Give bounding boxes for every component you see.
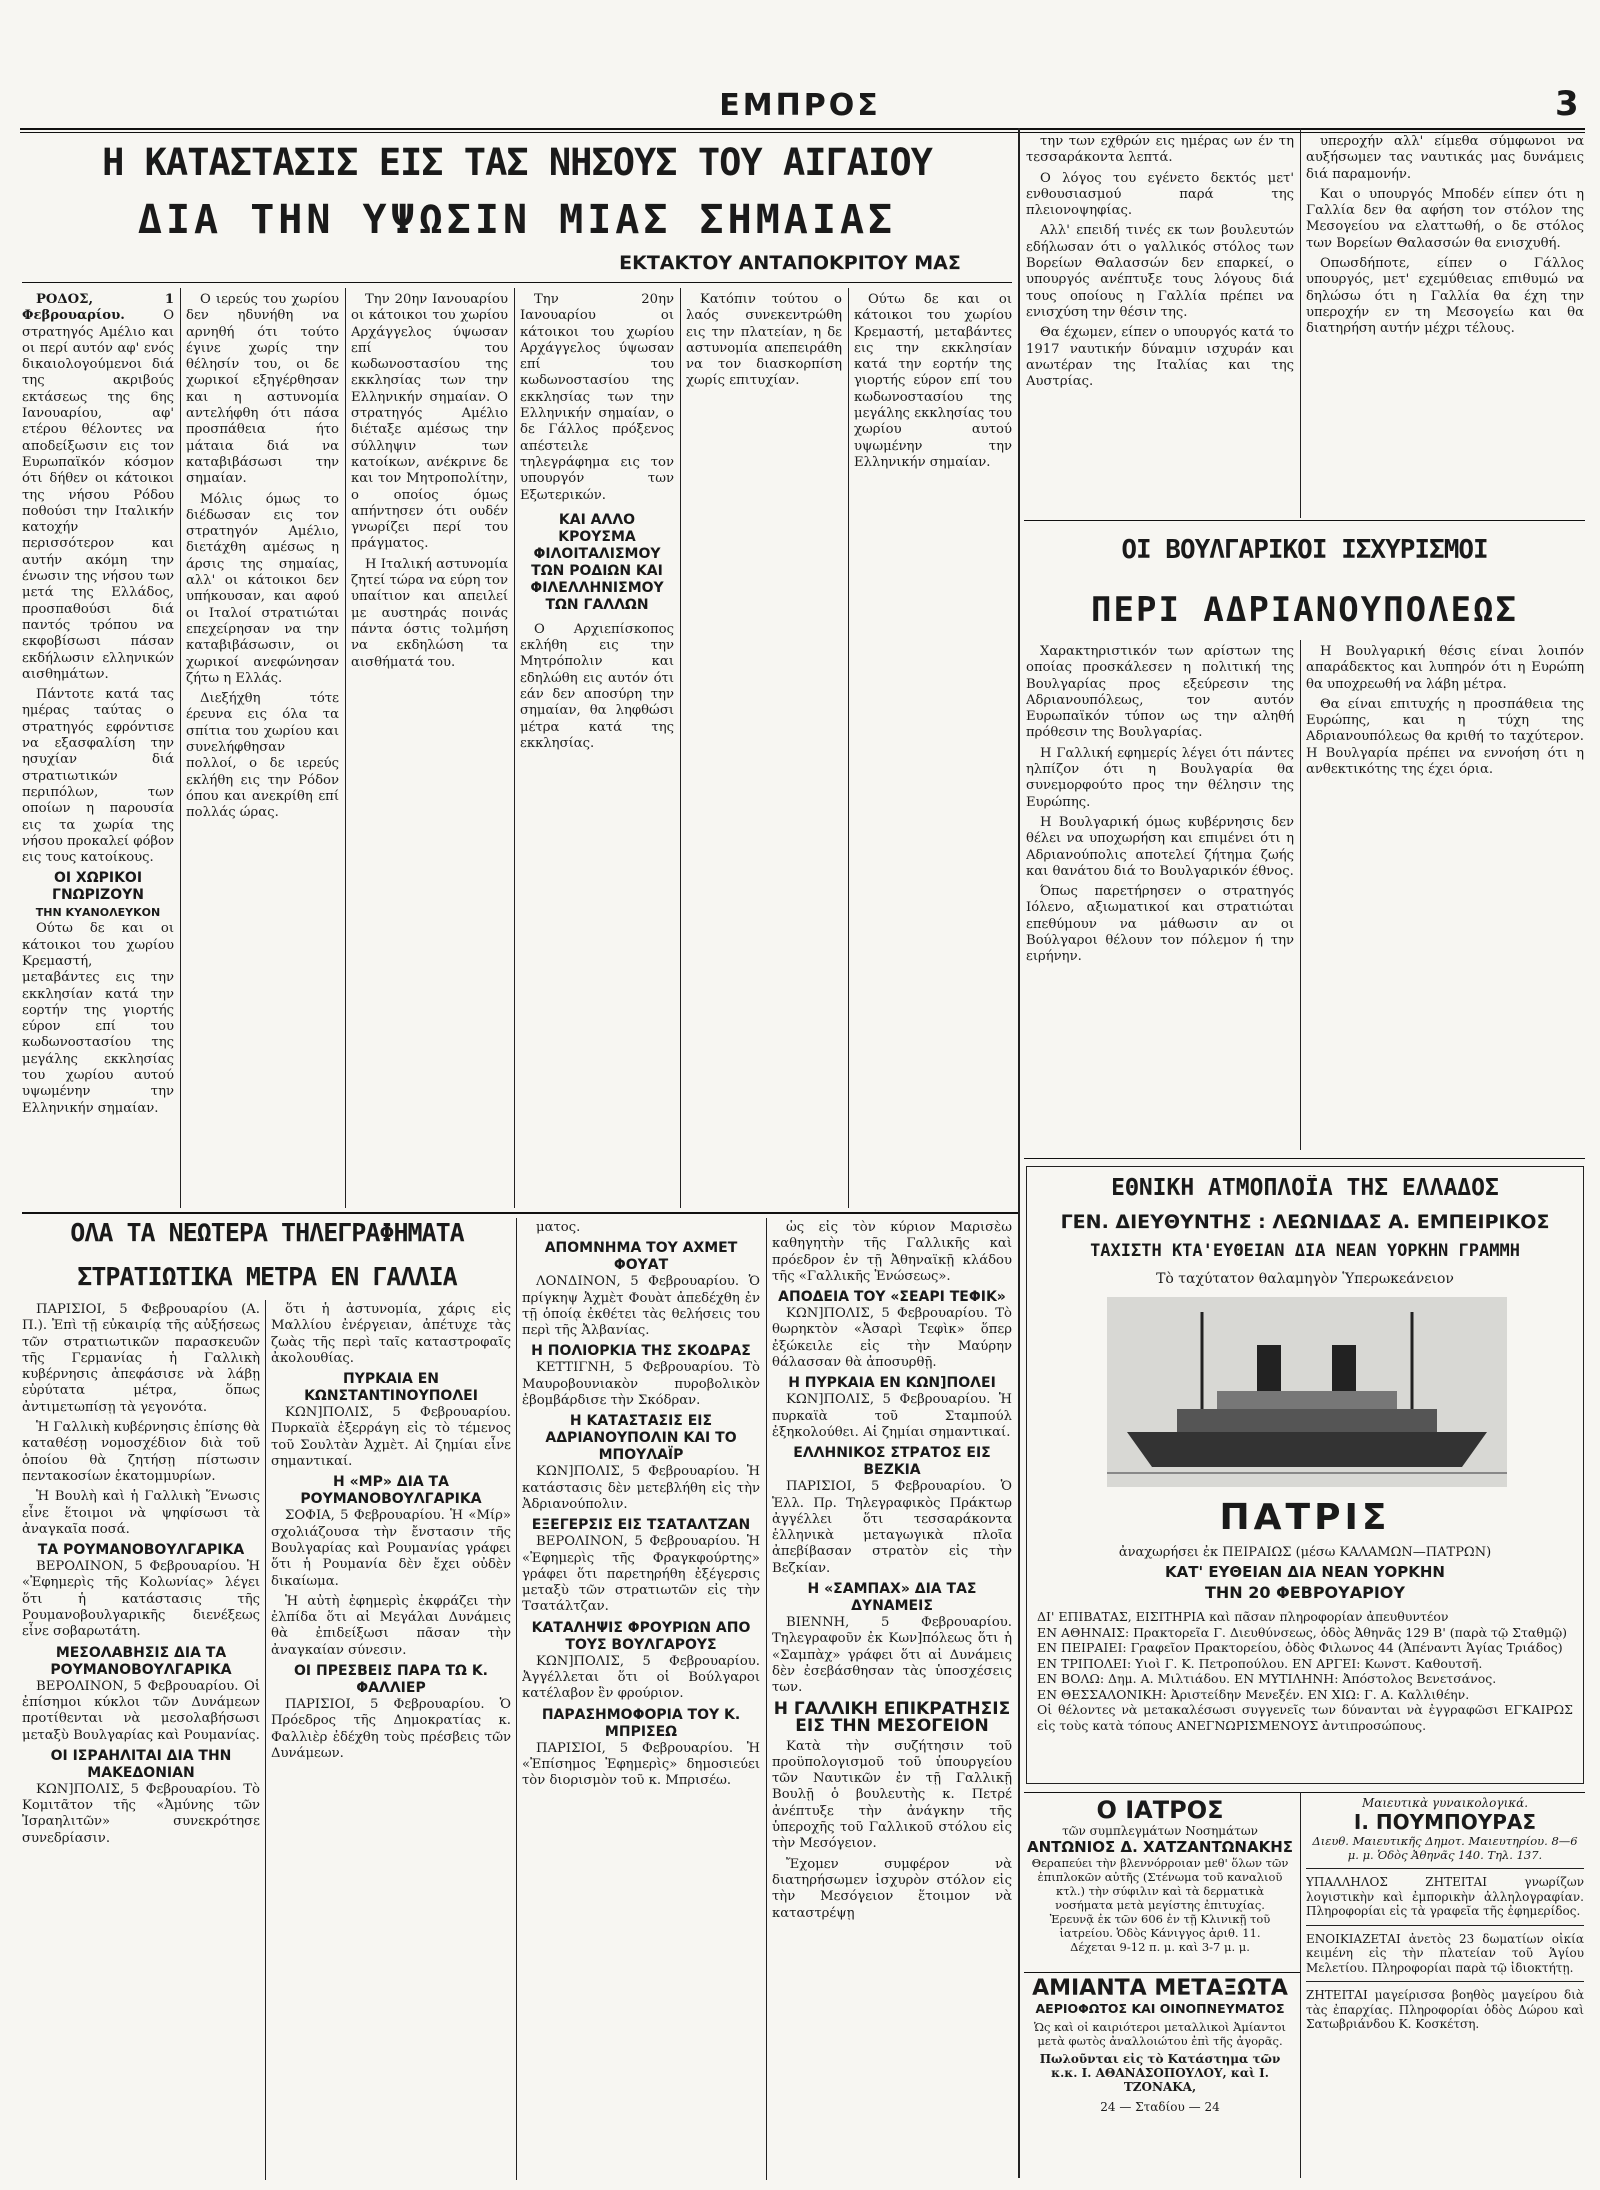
steamship-ad-director: ΓΕΝ. ΔΙΕΥΘΥΝΤΗΣ : ΛΕΩΝΙΔΑΣ Α. ΕΜΠΕΙΡΙΚΟΣ [1060, 1211, 1550, 1233]
aegean-subhead-1: ΟΙ ΧΩΡΙΚΟΙ ΓΝΩΡΙΖΟΥΝ [52, 870, 144, 904]
midwife-ad: Μαιευτικὰ γυναικολογικά. Ι. ΠΟΥΜΠΟΥΡΑΣ Διευθ. Μαιευτικῆς Δημοτ. Μαιευτηρίου. 8—6 μ. μ. Ὁδὸς Ἀθηνᾶς 140. Τηλ. 137. ΥΠΑΛΛΗΛΟΣ ΖΗΤΕΙΤΑΙ γνωρίζων λογιστικὴν καὶ ἐμπορικὴν ἀλληλογραφίαν. Πληροφορίαι εἰς τὰ γραφεῖα τῆς ἐφημερίδος. ΕΝΟΙΚΙΑΖΕΤΑΙ ἀνετὸς 23 δωματίων οἰκία κειμένη εἰς τὴν πλατείαν τοῦ Ἁγίου Μελετίου. Πληροφορίαι παρὰ τῷ ἰδιοκτήτῃ. ΖΗΤΕΙΤΑΙ μαγείρισσα βοηθὸς μαγείρου διὰ τὰς ἐπαρχίας. Πληροφορίαι ὁδὸς Δώρου καὶ Σατωβριάνδου Κ. Κοσκέτση. [1306, 1796, 1584, 2031]
telegrams-column-4: ὡς εἰς τὸν κύριον Μαρισὲω καθηγητὴν τῆς Γαλλικῆς καὶ πρόεδρον ἐν τῇ Ἀθηναϊκῇ κλάδου τῆς «Γαλλικῆς Ἑνώσεως». ΑΠΟΔΕΙΑ ΤΟΥ «ΣΕΑΡΙ ΤΕΦΙΚ» ΚΩΝ]ΠΟΛΙΣ, 5 Φεβρουαρίου. Τὸ θωρηκτὸν «Ἀσαρὶ Τεφὶκ» ὅπερ ἐξώκειλε εἰς τὴν Μαύρην θάλασσαν θὰ ἀποσυρθῇ. Η ΠΥΡΚΑΙΑ ΕΝ ΚΩΝ]ΠΟΛΕΙ ΚΩΝ]ΠΟΛΙΣ, 5 Φεβρουαρίου. Ἡ πυρκαϊὰ τοῦ Σταμπούλ ἐξηκολούθει. Αἱ ζημίαι σημαντικαί. ΕΛΛΗΝΙΚΟΣ ΣΤΡΑΤΟΣ ΕΙΣ ΒΕΖΚΙΑ ΠΑΡΙΣΙΟΙ, 5 Φεβρουαρίου. Ὁ Ἑλλ. Πρ. Τηλεγραφικὸς Πράκτωρ ἀγγέλλει ὅτι τεσσαράκοντα ἑλληνικὰ μεταγωγικὰ πλοῖα ἀπεβίβασαν στρατὸν εἰς τὴν Βεζκίαν. Η «ΣΑΜΠΑΧ» ΔΙΑ ΤΑΣ ΔΥΝΑΜΕΙΣ ΒΙΕΝΝΗ, 5 Φεβρουαρίου. Τηλεγραφοῦν ἐκ Κων]πόλεως ὅτι ἡ «Σαμπὰχ» γράφει ὅτι αἱ Δυνάμεις δὲν ἐσεβάσθησαν τὰς ὑποσχέσεις των. Η ΓΑΛΛΙΚΗ ΕΠΙΚΡΑΤΗΣΙΣ ΕΙΣ ΤΗΝ ΜΕΣΟΓΕΙΟΝ Κατὰ τὴν συζήτησιν τοῦ προϋπολογισμοῦ τοῦ ὑπουργείου τῶν Ναυτικῶν ἐν τῇ Γαλλικῇ Βουλῇ ὁ βουλευτὴς κ. Πετρέ ἀνέπτυξε τὴν ἀνάγκην τῆς ὑπεροχῆς τοῦ Γαλλικοῦ στόλου εἰς τὴν Μεσόγειον. Ἔχομεν συμφέρον νὰ διατηρήσωμεν ἰσχυρὸν στόλον εἰς τὴν Μεσόγειον ἕτοιμον νὰ καταστρέψῃ [772, 1220, 1012, 1921]
aegean-subheadline: ΔΙΑ ΤΗΝ ΥΨΩΣΙΝ ΜΙΑΣ ΣΗΜΑΙΑΣ [137, 197, 897, 243]
aegean-column-6: Ούτω δε και οι κάτοικοι του χωρίου Κρεμαστή, μεταβάντες εις την εκκλησίαν κατά την εορτήν της γιορτής εύρον επί του κωδωνοστασίου της μεγάλης εκκλησίας του χωρίου αυτού υψωμένην την Ελληνικήν σημαίαν. [854, 292, 1012, 470]
telegrams-banner: ΟΛΑ ΤΑ ΝΕΩΤΕΡΑ ΤΗΛΕΓΡΑΦΗΜΑΤΑ [70, 1218, 464, 1247]
right-top-column-1: την των εχθρών εις ημέρας ων έν τη τεσσαράκοντα λεπτά. Ο λόγος του εγένετο δεκτός μετ' ενθουσιασμού παρά της πλειονοψηφίας. Αλλ' επειδή τινές εκ των βουλευτών εδήλωσαν ότι ο γαλλικός στόλος των Βορείων Θαλασσών δεν επαρκεί, ο υπουργός ανέπτυξε τους λόγους διά τους οποίους η Γαλλία πρέπει να ενισχύση την θέσιν της. Θα έχωμεν, είπεν ο υπουργός κατά το 1917 ναυτικήν δύναμιν ισχυράν και ανωτέραν της Ιταλίας και της Αυστρίας. [1026, 134, 1294, 390]
steamship-departure: ἀναχωρήσει ἐκ ΠΕΙΡΑΙΩΣ (μέσω ΚΑΛΑΜΩΝ—ΠΑΤΡΩΝ) [1118, 1545, 1492, 1560]
bulgarian-headline-1: ΟΙ ΒΟΥΛΓΑΡΙΚΟΙ ΙΣΧΥΡΙΣΜΟΙ [1121, 535, 1488, 565]
aegean-subhead-2: ΚΑΙ ΑΛΛΟ ΚΡΟΥΣΜΑ ΦΙΛΟΙΤΑΛΙΣΜΟΥ ΤΩΝ ΡΟΔΙΩΝ ΚΑΙ ΦΙΛΕΛΛΗΝΙΣΜΟΥ ΤΩΝ ΓΑΛΛΩΝ [530, 511, 664, 613]
aegean-column-4: Την 20ην Ιανουαρίου οι κάτοικοι του χωρίου Αρχάγγελος ύψωσαν επί του κωδωνοστασίου της εκκλησίας των την Ελληνικήν σημαίαν, ο δε Γάλλος πρόξενος απέστειλε τηλεγράφημα εις τον υπουργόν των Εξωτερικών. ΚΑΙ ΑΛΛΟ ΚΡΟΥΣΜΑ ΦΙΛΟΙΤΑΛΙΣΜΟΥ ΤΩΝ ΡΟΔΙΩΝ ΚΑΙ ΦΙΛΕΛΛΗΝΙΣΜΟΥ ΤΩΝ ΓΑΛΛΩΝ Ο Αρχιεπίσκοπος εκλήθη εις την Μητρόπολιν και εδηλώθη εις αυτόν ότι εάν δεν αποσύρη την σημαίαν, θα ληφθώσι μέτρα κατά της εκκλησίας. [520, 292, 674, 751]
masthead-rule [20, 128, 1585, 130]
bulgarian-column-2: Η Βουλγαρική θέσις είναι λοιπόν απαράδεκτος και λυπηρόν ότι η Ευρώπη θα υποχρεωθή να λάβη μέτρα. Θα είναι επιτυχής η προσπάθεια της Ευρώπης, και η τύχη της Αδριανουπόλεως θα κριθή το ταχύτερον. Η Βουλγαρία πρέπει να εννοήση ότι η ανθεκτικότης της έχει όρια. [1306, 644, 1584, 778]
bulgarian-headline-2: ΠΕΡΙ ΑΔΡΙΑΝΟΥΠΟΛΕΩΣ [1091, 590, 1518, 630]
telegrams-column-2: ὅτι ἡ ἀστυνομία, χάρις εἰς Μαλλίου ἐνέργειαν, ἀπέτυχε τὰς ζωὰς τῆς περὶ ταῖς καταστροφαῖς ἀκολουθίας. ΠΥΡΚΑΙΑ ΕΝ ΚΩΝΣΤΑΝΤΙΝΟΥΠΟΛΕΙ ΚΩΝ]ΠΟΛΙΣ, 5 Φεβρουαρίου. Πυρκαϊὰ ἐξερράγη εἰς τὸ τέμενος τοῦ Σουλτὰν Ἀχμὲτ. Αἱ ζημίαι εἶνε σημαντικαί. Η «ΜΡ» ΔΙΑ ΤΑ ΡΟΥΜΑΝΟΒΟΥΛΓΑΡΙΚΑ ΣΟΦΙΑ, 5 Φεβρουαρίου. Ἡ «Μίρ» σχολιάζουσα τὴν ἔνστασιν τῆς Βουλγαρίας καὶ Ρουμανίας γράφει ὅτι ἡ Ρουμανία δὲν ἔχει οὐδὲν δικαίωμα. Ἡ αὐτὴ ἐφημερὶς ἐκφράζει τὴν ἐλπίδα ὅτι αἱ Μεγάλαι Δυνάμεις θὰ ἐπιδείξωσι πᾶσαν τὴν ἀναγκαίαν σύνεσιν. ΟΙ ΠΡΕΣΒΕΙΣ ΠΑΡΑ ΤΩ Κ. ΦΑΛΛΙΕΡ ΠΑΡΙΣΙΟΙ, 5 Φεβρουαρίου. Ὁ Πρόεδρος τῆς Δημοκρατίας κ. Φαλλιὲρ ἐδέχθη τοὺς πρέσβεις τῶν Δυνάμεων. [271, 1302, 511, 1761]
main-column-divider [1018, 128, 1020, 2178]
right-top-column-2: υπεροχήν αλλ' είμεθα σύμφωνοι να αυξήσωμεν τας ναυτικάς μας δυνάμεις διά παραμονήν. Και ο υπουργός Μποδέν είπεν ότι η Γαλλία δεν θα αφήση τον στόλον της Μεσογείου να ελαττωθή, ο δε στόλος των Βορείων Θαλασσών θα ενισχυθή. Οπωσδήποτε, είπεν ο Γάλλος υπουργός, μετ' εχεμύθειας επιθυμώ να δηλώσω ότι η Γαλλία θα έχη την υπεροχήν εν τη Μεσογείω και θα διατηρήση αυτήν μέχρι τέλους. [1306, 134, 1584, 337]
steamship-ship-name: ΠΑΤΡΙΣ [1219, 1497, 1391, 1538]
aegean-column-3: Την 20ην Ιανουαρίου οι κάτοικοι του χωρίου Αρχάγγελος ύψωσαν επί του κωδωνοστασίου της εκκλησίας των την Ελληνικήν σημαίαν. Ο στρατηγός Αμέλιο διέταξε αμέσως την σύλληψιν των κατοίκων, ανέκρινε δε και τον Μητροπολίτην, ο οποίος όμως απήντησεν ότι ουδέν γνωρίζει περί του πράγματος. Η Ιταλική αστυνομία ζητεί τώρα να εύρη τον υπαίτιον και απειλεί με αυστηράς ποινάς πάντα όστις τολμήση να εκδηλώση τα αισθήματά του. [351, 292, 508, 670]
aegean-column-5: Κατόπιν τούτου ο λαός συνεκεντρώθη εις την πλατείαν, η δε αστυνομία απεπειράθη να τον διασκορπίση χωρίς επιτυχίαν. [686, 292, 842, 389]
steamship-illustration [1107, 1297, 1507, 1487]
aegean-headline: Η ΚΑΤΑΣΤΑΣΙΣ ΕΙΣ ΤΑΣ ΝΗΣΟΥΣ ΤΟΥ ΑΙΓΑΙΟΥ [102, 141, 932, 184]
page-number: 3 [1555, 84, 1579, 124]
aegean-column-1: ΡΟΔΟΣ, 1 Φεβρουαρίου. Ο στρατηγός Αμέλιο και οι περί αυτόν αφ' ενός δικαιολογούμενοι διά της ακριβούς εκτάσεως της 6ης Ιανουαρίου, αφ' ετέρου θέλοντες να αποδείξωσιν εις τον Ευρωπαϊκόν κόσμον ότι δήθεν οι κάτοικοι της νήσου Ρόδου ποθούσι την Ιταλικήν κατοχήν περισσότερον και αυτήν ακόμη την ένωσιν της νήσου των μετά της Ελλάδος, προσπαθούσι διά παντός τρόπου να εκφοβίσωσι πάσαν εκδήλωσιν ελληνικών αισθημάτων. Πάντοτε κατά τας ημέρας ταύτας ο στρατηγός εφρόντισε να εξασφαλίση την ησυχίαν διά στρατιωτικών περιπόλων, των οποίων η παρουσία εις τα χωρία της νήσου προκαλεί φόβον εις τους κατοίκους. ΟΙ ΧΩΡΙΚΟΙ ΓΝΩΡΙΖΟΥΝ ΤΗΝ ΚΥΑΝΟΛΕΥΚΟΝ Ούτω δε και οι κάτοικοι του χωρίου Κρεμαστή, μεταβάντες εις την εκκλησίαν κατά την εορτήν της γιορτής εύρον επί του κωδωνοστασίου της μεγάλης εκκλησίας του χωρίου αυτού υψωμένην την Ελληνικήν σημαίαν. [22, 292, 174, 1116]
aegean-column-2: Ο ιερεύς του χωρίου δεν ηδυνήθη να αρνηθή ότι τούτο έγινε χωρίς την θέλησίν του, οι δε χωρικοί εξηγέρθησαν και η αστυνομία αντελήφθη ότι πάσα προσπάθεια ήτο μάταια διά να καταβιβάσωσι την σημαίαν. Μόλις όμως το διέδωσαν εις τον στρατηγόν Αμέλιο, διετάχθη αμέσως η άρσις της σημαίας, αλλ' οι κάτοικοι δεν υπήκουσαν, και αφού οι Ιταλοί στρατιώται επεχείρησαν να την καταβιβάσωσιν, οι χωρικοί ανεφώνησαν ζήτω η Ελλάς. Διεξήχθη τότε έρευνα εις όλα τα σπίτια του χωρίου και συνελήφθησαν πολλοί, ο δε ιερεύς εκλήθη εις την Ρόδον όπου και ανεκρίθη επί πολλάς ώρας. [186, 292, 339, 821]
steamship-ad-title: ΕΘΝΙΚΗ ΑΤΜΟΠΛΟΪΑ ΤΗΣ ΕΛΛΑΔΟΣ [1111, 1175, 1499, 1201]
telegrams-column-1: ΠΑΡΙΣΙΟΙ, 5 Φεβρουαρίου (Α. Π.). Ἐπὶ τῇ εὐκαιρίᾳ τῆς αὐξήσεως τῶν στρατιωτικῶν παρασκευῶν τῆς Γερμανίας ἡ Γαλλικὴ κυβέρνησις ἀπεφάσισε νὰ λάβῃ εὐρύτατα μέτρα, ὅπως ἀντιμετωπίσῃ τὰ γεγονότα. Ἡ Γαλλικὴ κυβέρνησις ἐπίσης θὰ καταθέσῃ νομοσχέδιον διὰ τοῦ ὁποίου θὰ ζητήσῃ πίστωσιν πεντακοσίων ἑκατομμυρίων. Ἡ Βουλὴ καὶ ἡ Γαλλικὴ Ἕνωσις εἶνε ἕτοιμοι νὰ ψηφίσωσι τὰ ἀναγκαῖα ποσά. ΤΑ ΡΟΥΜΑΝΟΒΟΥΛΓΑΡΙΚΑ ΒΕΡΟΛΙΝΟΝ, 5 Φεβρουαρίου. Ἡ «Ἐφημερὶς τῆς Κολωνίας» λέγει ὅτι ἡ κατάστασις τῆς Ρουμανοβουλγαρικῆς διενέξεως εἶνε σοβαρωτάτη. ΜΕΣΟΛΑΒΗΣΙΣ ΔΙΑ ΤΑ ΡΟΥΜΑΝΟΒΟΥΛΓΑΡΙΚΑ ΒΕΡΟΛΙΝΟΝ, 5 Φεβρουαρίου. Οἱ ἐπίσημοι κύκλοι τῶν Δυνάμεων προτίθενται νὰ μεσολαβήσωσι μεταξὺ Βουλγαρίας καὶ Ρουμανίας. ΟΙ ΙΣΡΑΗΛΙΤΑΙ ΔΙΑ ΤΗΝ ΜΑΚΕΔΟΝΙΑΝ ΚΩΝ]ΠΟΛΙΣ, 5 Φεβρουαρίου. Τὸ Κομιτᾶτον τῆς «Ἀμύνης τῶν Ἰσραηλιτῶν» συνεκρότησε συνεδρίασιν. [22, 1302, 260, 1846]
military-headline: ΣΤΡΑΤΙΩΤΙΚΑ ΜΕΤΡΑ ΕΝ ΓΑΛΛΙΑ [77, 1262, 457, 1291]
steamship-direct: ΚΑΤ' ΕΥΘΕΙΑΝ ΔΙΑ ΝΕΑΝ ΥΟΡΚΗΝ [1165, 1563, 1445, 1581]
masthead-title: ΕΜΠΡΟΣ [719, 88, 881, 123]
doctor-ad: Ο ΙΑΤΡΟΣ τῶν συμπλεγμάτων Νοσημάτων ΑΝΤΩΝΙΟΣ Δ. ΧΑΤΖΑΝΤΩΝΑΚΗΣ Θεραπεύει τὴν βλεννόρροιαν μεθ' ὅλων τῶν ἐπιπλοκῶν αὐτῆς (Στένωμα τοῦ καναλιοῦ κτλ.) τὴν σύφιλιν καὶ τὰ δερματικὰ νοσήματα μετὰ μεγίστης ἐπιτυχίας. Ἐρευνᾷ ἐκ τῶν 606 ἐν τῇ Κλινικῇ τοῦ ἰατρείου. Ὁδὸς Κάνιγγος ἀριθ. 11. Δέχεται 9-12 π. μ. καὶ 3-7 μ. μ. [1026, 1796, 1294, 1954]
steamship-ad [1026, 1166, 1584, 1784]
aegean-byline: ΕΚΤΑΚΤΟΥ ΑΝΤΑΠΟΚΡΙΤΟΥ ΜΑΣ [619, 252, 961, 274]
steamship-agents: ΔΙ' ΕΠΙΒΑΤΑΣ, ΕΙΣΙΤΗΡΙΑ καὶ πᾶσαν πληροφορίαν ἀπευθυντέον ΕΝ ΑΘΗΝΑΙΣ: Πρακτορεῖα Γ. Διευθύνσεως, ὁδὸς Ἀθηνᾶς 129 Β' (παρὰ τῷ Σταθμῷ) ΕΝ ΠΕΙΡΑΙΕΙ: Γραφεῖον Πρακτορείου, ὁδὸς Φιλωνος 44 (Ἀπέναντι Ἁγίας Τριάδος) ΕΝ ΤΡΙΠΟΛΕΙ: Υιοὶ Γ. Κ. Πετροπούλου. ΕΝ ΑΡΓΕΙ: Κωνστ. Καθουτσῆ. ΕΝ ΒΟΛΩ: Δημ. Α. Μιλτιάδου. ΕΝ ΜΥΤΙΛΗΝΗ: Ἀπόστολος Βενετσάνος. ΕΝ ΘΕΣΣΑΛΟΝΙΚΗ: Ἀριστείδην Μενεξέν. ΕΝ ΧΙΩ: Γ. Α. Καλλιθέην. Οἱ θέλοντες νὰ μετακαλέσωσι συγγενεῖς των δύνανται νὰ ἐγγραφῶσι ΕΓΚΑΙΡΩΣ εἰς τοὺς κατὰ τόπους ΑΝΕΓΝΩΡΙΣΜΕΝΟΥΣ ἀντιπροσώπους. [1037, 1609, 1573, 1733]
steamship-ad-line: ΤΑΧΙΣΤΗ ΚΤΑ'ΕΥΘΕΙΑΝ ΔΙΑ ΝΕΑΝ ΥΟΡΚΗΝ ΓΡΑΜΜΗ [1090, 1241, 1520, 1261]
telegrams-column-3: ματος. ΑΠΟΜΝΗΜΑ ΤΟΥ ΑΧΜΕΤ ΦΟΥΑΤ ΛΟΝΔΙΝΟΝ, 5 Φεβρουαρίου. Ὁ πρίγκηψ Ἀχμὲτ Φουὰτ ἀπεδέχθη ἐν τῇ ὁποίᾳ ἐκθέτει τὰς θελήσεις του περὶ τῆς Ἀλβανίας. Η ΠΟΛΙΟΡΚΙΑ ΤΗΣ ΣΚΟΔΡΑΣ ΚΕΤΤΙΓΝΗ, 5 Φεβρουαρίου. Τὸ Μαυροβουνιακὸν πυροβολικὸν ἐβομβάρδισε τὴν Σκόδραν. Η ΚΑΤΑΣΤΑΣΙΣ ΕΙΣ ΑΔΡΙΑΝΟΥΠΟΛΙΝ ΚΑΙ ΤΟ ΜΠΟΥΛΑΪΡ ΚΩΝ]ΠΟΛΙΣ, 5 Φεβρουαρίου. Ἡ κατάστασις δὲν μετεβλήθη εἰς τὴν Ἀδριανούπολιν. ΕΞΕΓΕΡΣΙΣ ΕΙΣ ΤΣΑΤΑΛΤΖΑΝ ΒΕΡΟΛΙΝΟΝ, 5 Φεβρουαρίου. Ἡ «Ἐφημερὶς τῆς Φραγκφούρτης» γράφει ὅτι παρετηρήθη ἐξέγερσις μεταξὺ τῶν στρατιωτῶν εἰς τὴν Τσατάλτζαν. ΚΑΤΑΛΗΨΙΣ ΦΡΟΥΡΙΩΝ ΑΠΟ ΤΟΥΣ ΒΟΥΛΓΑΡΟΥΣ ΚΩΝ]ΠΟΛΙΣ, 5 Φεβρουαρίου. Ἀγγέλλεται ὅτι οἱ Βούλγαροι κατέλαβον ἓν φρούριον. ΠΑΡΑΣΗΜΟΦΟΡΙΑ ΤΟΥ Κ. ΜΠΡΙΣΕΩ ΠΑΡΙΣΙΟΙ, 5 Φεβρουαρίου. Ἡ «Ἐπίσημος Ἐφημερὶς» δημοσιεύει τὸν διορισμὸν τοῦ κ. Μπρισέω. [522, 1220, 760, 1789]
steamship-date: ΤΗΝ 20 ΦΕΒΡΟΥΑΡΙΟΥ [1205, 1583, 1405, 1602]
asbestos-ad: ΑΜΙΑΝΤΑ ΜΕΤΑΞΩΤΑ ΑΕΡΙΟΦΩΤΟΣ ΚΑΙ ΟΙΝΟΠΝΕΥΜΑΤΟΣ Ὡς καὶ οἱ καιριότεροι μεταλλικοὶ Ἀμίαντοι μετὰ φωτὸς ἀναλλοιώτου ἐπὶ τῆς ἀγορᾶς. Πωλοῦνται εἰς τὸ Κατάστημα τῶν κ.κ. Ι. ΑΘΑΝΑΣΟΠΟΥΛΟΥ, καὶ Ι. ΤΖΟΝΑΚΑ, 24 — Σταδίου — 24 [1032, 1976, 1288, 2114]
bulgarian-column-1: Χαρακτηριστικόν των αρίστων της οποίας προσκάλεσεν η πολιτική της Βουλγαρίας προς εξεύρεσιν της Αδριανουπόλεως, τον αυτόν Ευρωπαϊκόν τύπον ως την αληθή πρόθεσιν της Βουλγαρίας. Η Γαλλική εφημερίς λέγει ότι πάντες ηλπίζον ότι η Βουλγαρία θα συνεμορφούτο προς την θέλησιν της Ευρώπης. Η Βουλγαρική όμως κυβέρνησις δεν θέλει να υποχωρήση και επιμένει ότι η Αδριανούπολις αποτελεί ζήτημα ζωής και θανάτου διά το Βουλγαρικόν έθνος. Όπως παρετήρησεν ο στρατηγός Ιόλενο, αξιωματικοί και στρατιώται επεθύμουν να μάθωσιν αν οι Βούλγαροι θέλουν τον πόλεμον ή την ειρήνην. [1026, 644, 1294, 965]
steamship-ad-tagline: Τὸ ταχύτατον θαλαμηγὸν Ὑπερωκεάνειον [1156, 1271, 1454, 1287]
